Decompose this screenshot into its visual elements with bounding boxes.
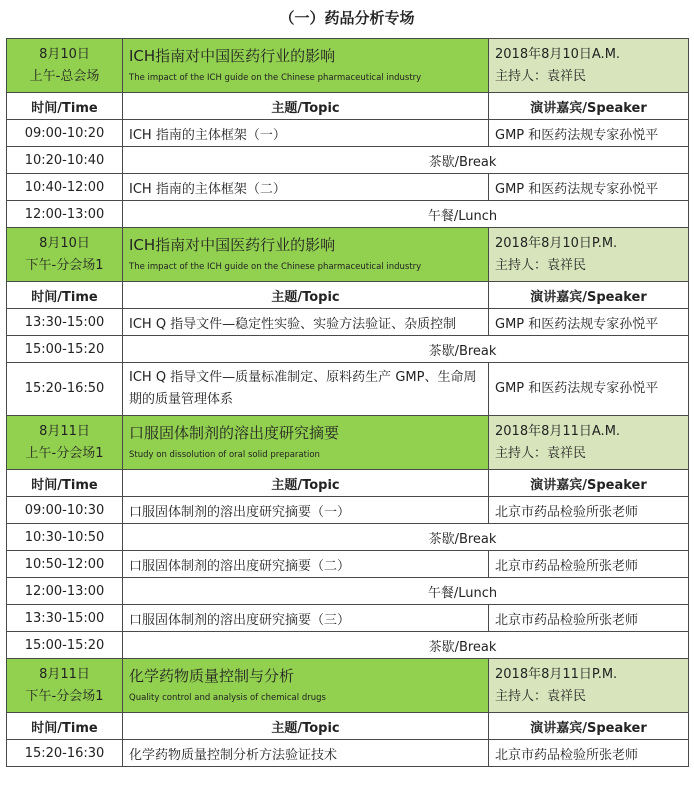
session-host: 主持人：袁祥民 <box>495 68 587 84</box>
slot-time: 15:00-15:20 <box>7 336 123 363</box>
break-row <box>7 524 689 551</box>
session-date-cell <box>7 228 123 282</box>
schedule-row <box>7 309 689 336</box>
slot-speaker: 北京市药品检验所张老师 <box>489 551 689 578</box>
session-date: 8月10日 <box>39 46 90 62</box>
header-topic: 主题/Topic <box>123 470 489 497</box>
slot-time: 15:00-15:20 <box>7 632 123 659</box>
column-header-row <box>7 282 689 309</box>
break-row <box>7 201 689 228</box>
header-speaker: 演讲嘉宾/Speaker <box>489 713 689 740</box>
slot-topic: 化学药物质量控制分析方法验证技术 <box>123 740 489 767</box>
slot-speaker: 北京市药品检验所张老师 <box>489 740 689 767</box>
session-host: 主持人：袁祥民 <box>495 688 587 704</box>
slot-time: 10:50-12:00 <box>7 551 123 578</box>
slot-speaker: GMP 和医药法规专家孙悦平 <box>489 174 689 201</box>
slot-time: 15:20-16:50 <box>7 363 123 416</box>
break-label: 茶歇/Break <box>123 524 689 551</box>
slot-time: 12:00-13:00 <box>7 201 123 228</box>
schedule-table <box>6 38 689 767</box>
break-row <box>7 147 689 174</box>
page-title: （一）药品分析专场 <box>279 9 415 27</box>
slot-speaker: GMP 和医药法规专家孙悦平 <box>489 309 689 336</box>
slot-time: 09:00-10:20 <box>7 120 123 147</box>
header-topic: 主题/Topic <box>123 93 489 120</box>
session-title: 口服固体制剂的溶出度研究摘要 <box>129 423 340 442</box>
slot-topic: ICH 指南的主体框架（一） <box>123 120 489 147</box>
session-host: 主持人：袁祥民 <box>495 257 587 273</box>
session-subtitle: The impact of the ICH guide on the Chinese pharmaceutical industry <box>129 72 422 83</box>
session-header-row <box>7 659 689 713</box>
session-date-cell <box>7 416 123 470</box>
header-time: 时间/Time <box>7 713 123 740</box>
header-time: 时间/Time <box>7 282 123 309</box>
session-subtitle: The impact of the ICH guide on the Chinese pharmaceutical industry <box>129 261 422 272</box>
break-row <box>7 336 689 363</box>
session-title: ICH指南对中国医药行业的影响 <box>129 46 336 65</box>
slot-time: 10:30-10:50 <box>7 524 123 551</box>
break-label: 午餐/Lunch <box>123 578 689 605</box>
header-time: 时间/Time <box>7 470 123 497</box>
session-when: 2018年8月11日P.M. <box>495 666 618 682</box>
session-subtitle: Quality control and analysis of chemical drugs <box>129 692 326 703</box>
session-subtitle: Study on dissolution of oral solid preparation <box>129 449 320 460</box>
session-title: 化学药物质量控制与分析 <box>129 666 295 685</box>
break-label: 午餐/Lunch <box>123 201 689 228</box>
session-when: 2018年8月10日A.M. <box>495 46 621 62</box>
break-label: 茶歇/Break <box>123 147 689 174</box>
session-when: 2018年8月11日A.M. <box>495 423 621 439</box>
session-date: 8月10日 <box>39 235 90 251</box>
schedule-row <box>7 551 689 578</box>
slot-time: 10:20-10:40 <box>7 147 123 174</box>
break-label: 茶歇/Break <box>123 632 689 659</box>
slot-time: 15:20-16:30 <box>7 740 123 767</box>
slot-time: 09:00-10:30 <box>7 497 123 524</box>
session-title-cell <box>123 416 489 470</box>
column-header-row <box>7 470 689 497</box>
break-label: 茶歇/Break <box>123 336 689 363</box>
schedule-row <box>7 740 689 767</box>
schedule-row <box>7 120 689 147</box>
session-info-cell <box>489 659 689 713</box>
session-venue: 上午-总会场 <box>29 68 100 84</box>
schedule-row <box>7 174 689 201</box>
header-topic: 主题/Topic <box>123 282 489 309</box>
session-date: 8月11日 <box>39 666 90 682</box>
slot-topic: 口服固体制剂的溶出度研究摘要（三） <box>123 605 489 632</box>
slot-time: 12:00-13:00 <box>7 578 123 605</box>
session-info-cell <box>489 416 689 470</box>
column-header-row <box>7 713 689 740</box>
slot-topic: ICH 指南的主体框架（二） <box>123 174 489 201</box>
session-header-row <box>7 39 689 93</box>
session-title-cell <box>123 39 489 93</box>
slot-time: 13:30-15:00 <box>7 605 123 632</box>
slot-speaker: 北京市药品检验所张老师 <box>489 605 689 632</box>
session-venue: 下午-分会场1 <box>25 257 104 273</box>
schedule-row <box>7 497 689 524</box>
session-date-cell <box>7 39 123 93</box>
slot-speaker: GMP 和医药法规专家孙悦平 <box>489 120 689 147</box>
session-when: 2018年8月10日P.M. <box>495 235 618 251</box>
session-header-row <box>7 228 689 282</box>
session-title-cell <box>123 659 489 713</box>
schedule-row <box>7 363 689 416</box>
session-info-cell <box>489 228 689 282</box>
slot-time: 10:40-12:00 <box>7 174 123 201</box>
session-date: 8月11日 <box>39 423 90 439</box>
session-date-cell <box>7 659 123 713</box>
header-topic: 主题/Topic <box>123 713 489 740</box>
session-host: 主持人：袁祥民 <box>495 445 587 461</box>
slot-topic: 口服固体制剂的溶出度研究摘要（二） <box>123 551 489 578</box>
header-time: 时间/Time <box>7 93 123 120</box>
slot-topic: 口服固体制剂的溶出度研究摘要（一） <box>123 497 489 524</box>
break-row <box>7 632 689 659</box>
break-row <box>7 578 689 605</box>
session-title: ICH指南对中国医药行业的影响 <box>129 235 336 254</box>
slot-topic: ICH Q 指导文件—质量标准制定、原料药生产 GMP、生命周期的质量管理体系 <box>123 363 489 416</box>
slot-topic: ICH Q 指导文件—稳定性实验、实验方法验证、杂质控制 <box>123 309 489 336</box>
session-venue: 下午-分会场1 <box>25 688 104 704</box>
session-title-cell <box>123 228 489 282</box>
header-speaker: 演讲嘉宾/Speaker <box>489 282 689 309</box>
slot-speaker: GMP 和医药法规专家孙悦平 <box>489 363 689 416</box>
header-speaker: 演讲嘉宾/Speaker <box>489 93 689 120</box>
header-speaker: 演讲嘉宾/Speaker <box>489 470 689 497</box>
slot-speaker: 北京市药品检验所张老师 <box>489 497 689 524</box>
schedule-row <box>7 605 689 632</box>
session-header-row <box>7 416 689 470</box>
column-header-row <box>7 93 689 120</box>
session-venue: 上午-分会场1 <box>25 445 104 461</box>
session-info-cell <box>489 39 689 93</box>
slot-time: 13:30-15:00 <box>7 309 123 336</box>
